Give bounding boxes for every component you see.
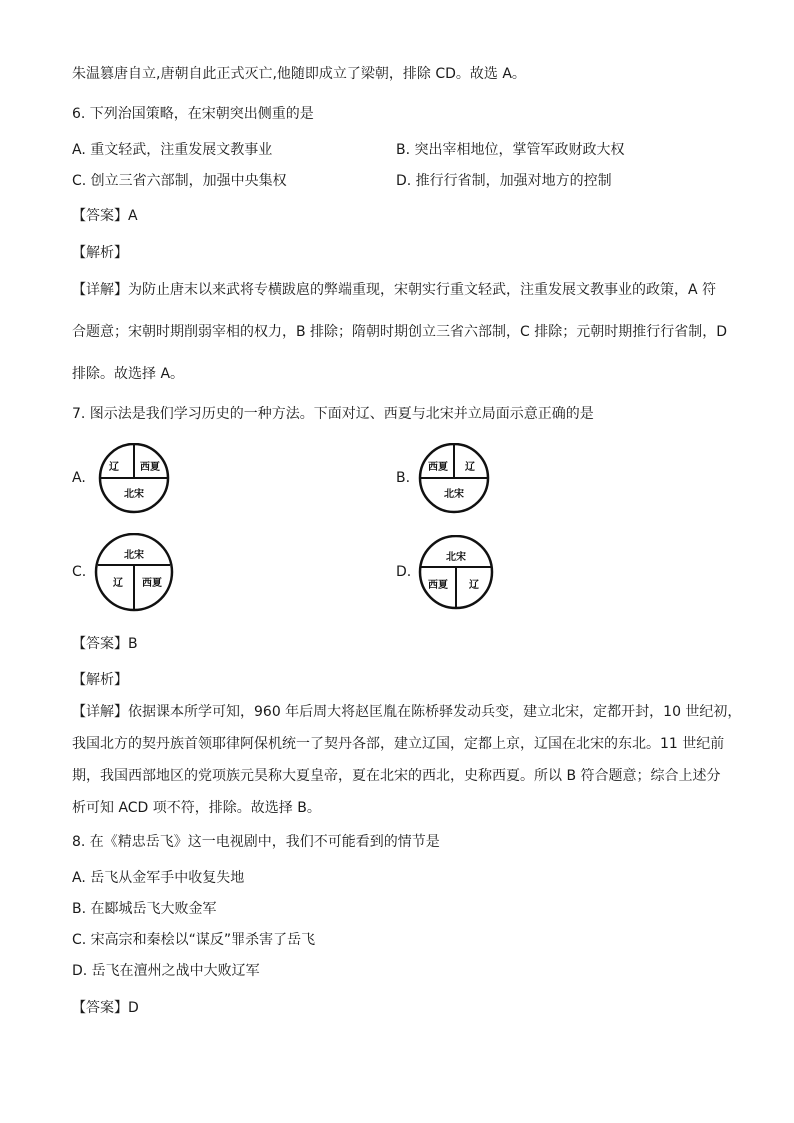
question-6-option-c: C. 创立三省六部制，加强中央集权 <box>72 173 287 189</box>
diagram-c-label-beisong: 北宋 <box>124 550 144 561</box>
question-7-detail-line-4: 析可知 ACD 项不符，排除。故选择 B。 <box>72 800 321 816</box>
question-7-detail-line-3: 期，我国西部地区的党项族元昊称大夏皇帝，夏在北宋的西北，史称西夏。所以 B 符合题意；综合上述分 <box>72 768 721 784</box>
diagram-d-label-xixia: 西夏 <box>428 580 448 591</box>
question-7-option-c-diagram <box>92 533 212 613</box>
question-6-detail-line-1: 【详解】为防止唐末以来武将专横跋扈的弊端重现，宋朝实行重文轻武，注重发展文教事业的政策，A 符 <box>72 282 717 298</box>
question-7-detail-line-1: 【详解】依据课本所学可知，960 年后周大将赵匡胤在陈桥驿发动兵变，建立北宋，定都开封，10 世纪初， <box>72 704 742 720</box>
diagram-d-label-liao: 辽 <box>469 580 479 591</box>
question-7-option-a-diagram <box>90 443 210 523</box>
question-7-option-b-diagram <box>414 443 534 523</box>
diagram-c-label-liao: 辽 <box>113 578 123 589</box>
question-7-option-b-letter: B. <box>396 470 411 486</box>
question-8-option-d: D. 岳飞在澶州之战中大败辽军 <box>72 963 260 979</box>
diagram-a-label-beisong: 北宋 <box>124 489 144 500</box>
diagram-a-label-xixia: 西夏 <box>140 462 160 473</box>
question-6-detail-line-2: 合题意；宋朝时期削弱宰相的权力，B 排除；隋朝时期创立三省六部制，C 排除；元朝时期推行行省制，D <box>72 324 728 340</box>
question-6-analysis-heading: 【解析】 <box>72 245 128 261</box>
question-7-option-c-letter: C. <box>72 564 87 580</box>
question-7-stem: 7. 图示法是我们学习历史的一种方法。下面对辽、西夏与北宋并立局面示意正确的是 <box>72 406 594 422</box>
diagram-b-label-beisong: 北宋 <box>444 489 464 500</box>
diagram-c-label-xixia: 西夏 <box>142 578 162 589</box>
question-8-option-a: A. 岳飞从金军手中收复失地 <box>72 870 245 886</box>
question-7-option-d-letter: D. <box>396 564 412 580</box>
question-7-analysis-heading: 【解析】 <box>72 672 128 688</box>
question-8-option-c: C. 宋高宗和秦桧以“谋反”罪杀害了岳飞 <box>72 932 316 948</box>
question-7-option-d-diagram <box>416 535 536 615</box>
question-6-detail-line-3: 排除。故选择 A。 <box>72 366 185 382</box>
question-8-option-b: B. 在郾城岳飞大败金军 <box>72 901 217 917</box>
diagram-d-label-beisong: 北宋 <box>446 552 466 563</box>
question-6-stem: 6. 下列治国策略，在宋朝突出侧重的是 <box>72 106 314 122</box>
question-6-option-a: A. 重文轻武，注重发展文教事业 <box>72 142 273 158</box>
question-7-answer: 【答案】B <box>72 636 138 652</box>
diagram-a-label-liao: 辽 <box>109 462 119 473</box>
question-8-answer: 【答案】D <box>72 1000 139 1016</box>
continuation-text: 朱温篡唐自立,唐朝自此正式灭亡,他随即成立了梁朝，排除 CD。故选 A。 <box>72 66 526 82</box>
diagram-b-label-liao: 辽 <box>465 462 475 473</box>
question-7-option-a-letter: A. <box>72 470 86 486</box>
question-6-option-b: B. 突出宰相地位，掌管军政财政大权 <box>396 142 625 158</box>
question-7-detail-line-2: 我国北方的契丹族首领耶律阿保机统一了契丹各部，建立辽国，定都上京，辽国在北宋的东北。11 世纪前 <box>72 736 725 752</box>
question-8-stem: 8. 在《精忠岳飞》这一电视剧中，我们不可能看到的情节是 <box>72 834 440 850</box>
diagram-b-label-xixia: 西夏 <box>428 462 448 473</box>
question-6-option-d: D. 推行行省制，加强对地方的控制 <box>396 173 612 189</box>
question-6-answer: 【答案】A <box>72 208 138 224</box>
